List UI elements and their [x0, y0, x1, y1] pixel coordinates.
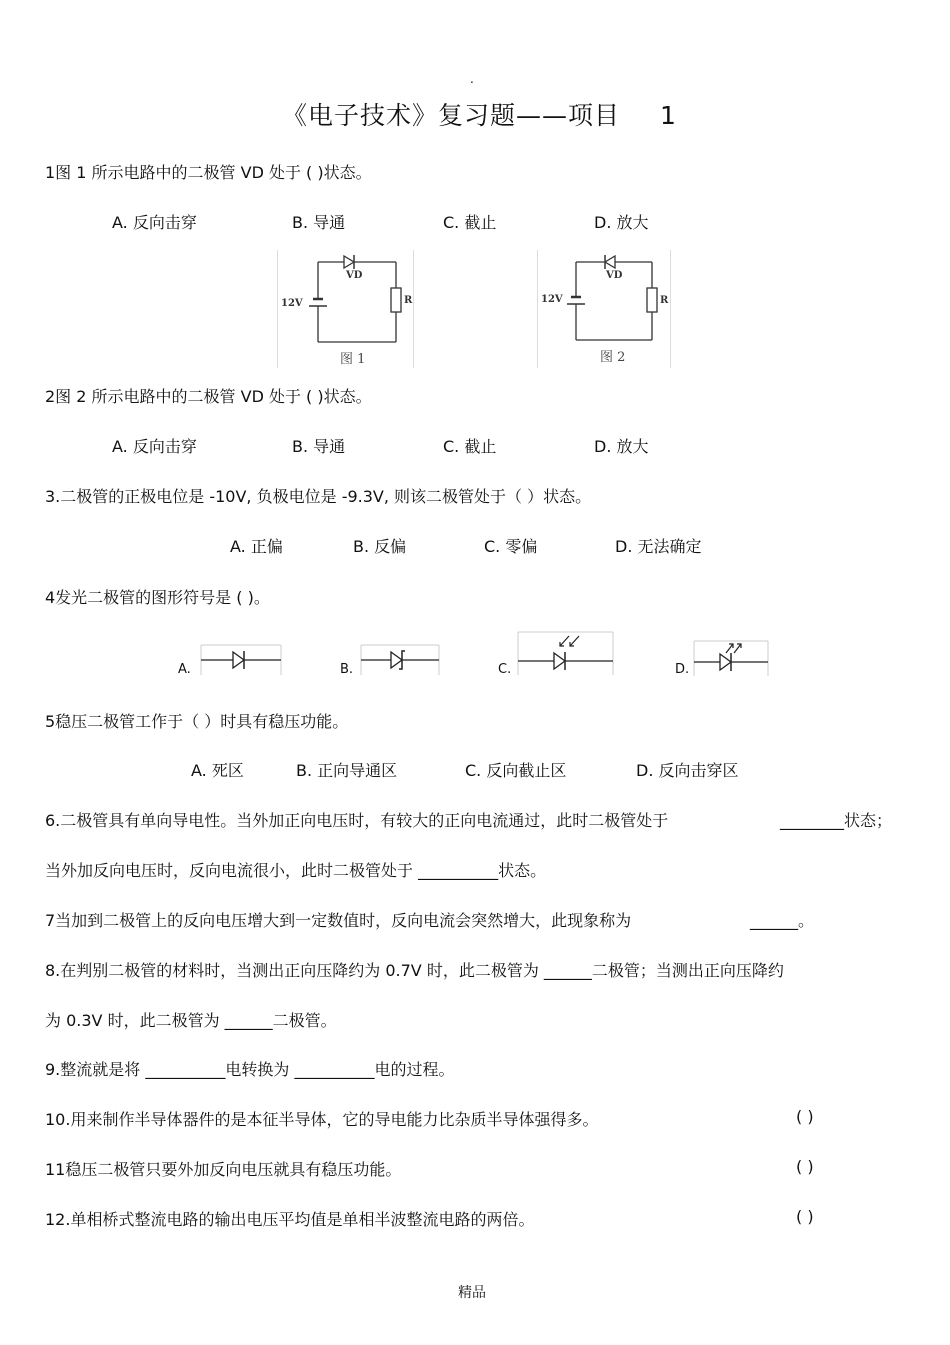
- question-7-blank: ______。: [750, 911, 815, 930]
- question-3: 3.二极管的正极电位是 -10V, 负极电位是 -9.3V, 则该二极管处于（ ）状态。: [45, 487, 592, 506]
- fig1-caption: 图 1: [340, 352, 366, 367]
- question-10-mark: ( ): [796, 1107, 814, 1126]
- question-5: 5稳压二极管工作于（ ）时具有稳压功能。: [45, 712, 349, 731]
- diode-symbol-d-icon: [693, 640, 769, 682]
- q5-option-a: A. 死区: [191, 761, 244, 780]
- figure-1-circuit: [277, 250, 414, 368]
- question-2: 2图 2 所示电路中的二极管 VD 处于 ( )状态。: [45, 387, 372, 406]
- fig1-diode-label: VD: [346, 270, 363, 281]
- page-title: [282, 96, 677, 132]
- question-12: 12.单相桥式整流电路的输出电压平均值是单相半波整流电路的两倍。: [45, 1210, 535, 1229]
- resistor-icon: [647, 288, 657, 312]
- diode-symbol-icon: [344, 256, 354, 268]
- q2-option-b: B. 导通: [292, 437, 346, 456]
- question-1: 1图 1 所示电路中的二极管 VD 处于 ( )状态。: [45, 163, 372, 182]
- q3-option-a: A. 正偏: [230, 537, 283, 556]
- question-4: 4发光二极管的图形符号是 ( )。: [45, 588, 270, 607]
- question-6-blank-1: ________状态；: [780, 811, 893, 830]
- figure-2-circuit: [537, 250, 671, 368]
- page-title-number: 1: [660, 101, 677, 130]
- q4-option-c: C.: [498, 662, 512, 677]
- question-11-mark: ( ): [796, 1157, 814, 1176]
- fig2-caption: 图 2: [600, 350, 626, 365]
- q4-option-a: A.: [178, 662, 191, 677]
- q4-option-d: D.: [675, 662, 690, 677]
- question-9: 9.整流就是将 __________电转换为 __________电的过程。: [45, 1060, 455, 1079]
- question-6-line-1: 6.二极管具有单向导电性。当外加正向电压时，有较大的正向电流通过，此时二极管处于: [45, 811, 669, 830]
- resistor-icon: [391, 288, 401, 312]
- q2-option-a: A. 反向击穿: [112, 437, 197, 456]
- question-10: 10.用来制作半导体器件的是本征半导体，它的导电能力比杂质半导体强得多。: [45, 1110, 599, 1129]
- question-6-line-2: 当外加反向电压时，反向电流很小，此时二极管处于 __________状态。: [45, 861, 547, 880]
- q1-option-d: D. 放大: [594, 213, 649, 232]
- q3-option-c: C. 零偏: [484, 537, 538, 556]
- q3-option-b: B. 反偏: [353, 537, 407, 556]
- diode-symbol-c-icon: [517, 631, 614, 681]
- question-7: 7当加到二极管上的反向电压增大到一定数值时，反向电流会突然增大，此现象称为: [45, 911, 632, 930]
- fig1-voltage-label: 12V: [281, 298, 303, 309]
- fig2-voltage-label: 12V: [541, 294, 563, 305]
- question-12-mark: ( ): [796, 1207, 814, 1226]
- q1-option-c: C. 截止: [443, 213, 497, 232]
- q1-option-b: B. 导通: [292, 213, 346, 232]
- q2-option-c: C. 截止: [443, 437, 497, 456]
- q1-option-a: A. 反向击穿: [112, 213, 197, 232]
- diode-symbol-icon: [605, 256, 615, 268]
- question-11: 11稳压二极管只要外加反向电压就具有稳压功能。: [45, 1160, 402, 1179]
- q5-option-d: D. 反向击穿区: [636, 761, 739, 780]
- page-footer: 精品: [458, 1285, 486, 1301]
- fig2-diode-label: VD: [606, 270, 623, 281]
- fig1-resistor-label: R: [404, 295, 413, 306]
- fig2-resistor-label: R: [660, 295, 669, 306]
- page-title-text: 《电子技术》复习题——项目: [282, 101, 621, 130]
- q5-option-c: C. 反向截止区: [465, 761, 567, 780]
- q4-option-b: B.: [340, 662, 354, 677]
- q3-option-d: D. 无法确定: [615, 537, 702, 556]
- question-8-line-1: 8.在判别二极管的材料时，当测出正向压降约为 0.7V 时，此二极管为 ______二极管；当测出正向压降约: [45, 961, 784, 980]
- header-dot: .: [470, 72, 474, 86]
- q2-option-d: D. 放大: [594, 437, 649, 456]
- diode-symbol-a-icon: [200, 641, 282, 681]
- q5-option-b: B. 正向导通区: [296, 761, 398, 780]
- question-8-line-2: 为 0.3V 时，此二极管为 ______二极管。: [45, 1011, 337, 1030]
- diode-symbol-b-icon: [360, 641, 440, 681]
